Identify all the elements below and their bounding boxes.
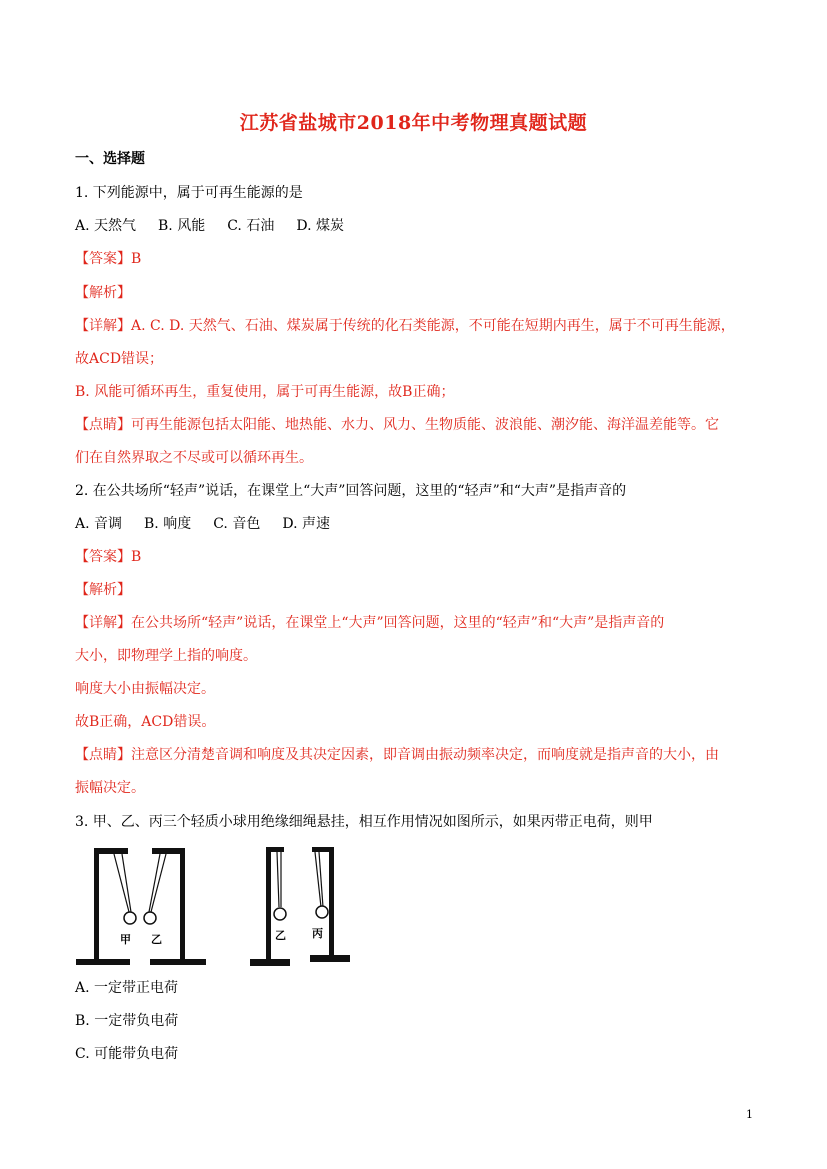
stand-right-base — [150, 959, 206, 965]
figure-jia-yi-attraction — [74, 845, 209, 970]
q3-option-c: C. 可能带负电荷 — [75, 1046, 179, 1062]
stand-left-arm — [266, 847, 284, 852]
q1-option-c: C. 石油 — [227, 218, 275, 234]
q1-option-b: B. 风能 — [158, 218, 206, 234]
q2-option-b: B. 响度 — [144, 516, 192, 532]
q1-analysis-heading: 【解析】 — [75, 285, 131, 301]
q1-options — [75, 216, 366, 236]
label-yi-2: 乙 — [275, 929, 286, 942]
q2-analysis-heading: 【解析】 — [75, 582, 131, 598]
stand-right-post — [329, 848, 334, 958]
q3-option-a: A. 一定带正电荷 — [75, 980, 179, 996]
ball-bing — [316, 906, 328, 918]
stand-left-post — [94, 850, 99, 961]
q2-stem: 2. 在公共场所“轻声”说话，在课堂上“大声”回答问题，这里的“轻声”和“大声”是指声音的 — [75, 483, 627, 499]
q1-option-a: A. 天然气 — [75, 218, 137, 234]
section-heading: 一、选择题 — [75, 151, 145, 167]
ball-jia — [124, 912, 136, 924]
ball-yi — [144, 912, 156, 924]
q1-detail-line-2: 故ACD错误； — [75, 351, 164, 367]
q2-option-d: D. 声速 — [282, 516, 330, 532]
q2-options — [75, 514, 352, 534]
q1-tip-line-2: 们在自然界取之不尽或可以循环再生。 — [75, 450, 313, 466]
q2-detail-line-1: 【详解】在公共场所“轻声”说话，在课堂上“大声”回答问题，这里的“轻声”和“大声”是指声音的 — [75, 615, 665, 631]
q1-tip-line-1: 【点睛】可再生能源包括太阳能、地热能、水力、风力、生物质能、波浪能、潮汐能、海洋温差能等。它 — [75, 417, 719, 433]
stand-left-base — [250, 959, 290, 966]
q2-tip-line-1: 【点睛】注意区分清楚音调和响度及其决定因素，即音调由振动频率决定，而响度就是指声音的大小，由 — [75, 747, 719, 763]
stand-left-base — [76, 959, 130, 965]
q1-option-d: D. 煤炭 — [296, 218, 344, 234]
stand-right-post — [180, 850, 185, 961]
q3-option-b: B. 一定带负电荷 — [75, 1013, 179, 1029]
page-title: 江苏省盐城市2018年中考物理真题试题 — [239, 112, 588, 134]
stand-left-post — [266, 848, 271, 960]
q2-detail-line-4: 故B正确，ACD错误。 — [75, 714, 216, 730]
stand-right-base — [310, 955, 350, 962]
label-bing: 丙 — [312, 927, 323, 940]
q1-detail-line-3: B. 风能可循环再生，重复使用，属于可再生能源，故B正确； — [75, 384, 455, 400]
stand-right-arm — [152, 848, 185, 854]
q2-detail-line-3: 响度大小由振幅决定。 — [75, 681, 215, 697]
string-yi — [277, 852, 279, 907]
figure-yi-bing-repulsion — [248, 843, 352, 971]
q2-answer: 【答案】B — [75, 549, 142, 565]
label-yi-1: 乙 — [151, 933, 162, 946]
q2-detail-line-2: 大小，即物理学上指的响度。 — [75, 648, 257, 664]
stand-left-arm — [94, 848, 128, 854]
q3-stem: 3. 甲、乙、丙三个轻质小球用绝缘细绳悬挂，相互作用情况如图所示，如果丙带正电荷，则甲 — [75, 814, 653, 830]
ball-yi — [274, 908, 286, 920]
q2-option-a: A. 音调 — [75, 516, 123, 532]
q2-tip-line-2: 振幅决定。 — [75, 780, 145, 796]
q1-stem: 1. 下列能源中，属于可再生能源的是 — [75, 185, 303, 201]
page-number: 1 — [746, 1108, 753, 1121]
q1-detail-line-1: 【详解】A. C. D. 天然气、石油、煤炭属于传统的化石类能源，不可能在短期内再生，属于不可再生能源， — [75, 318, 735, 334]
stand-right-arm — [312, 847, 334, 852]
q2-option-c: C. 音色 — [213, 516, 261, 532]
label-jia: 甲 — [120, 933, 131, 946]
q1-answer: 【答案】B — [75, 251, 142, 267]
